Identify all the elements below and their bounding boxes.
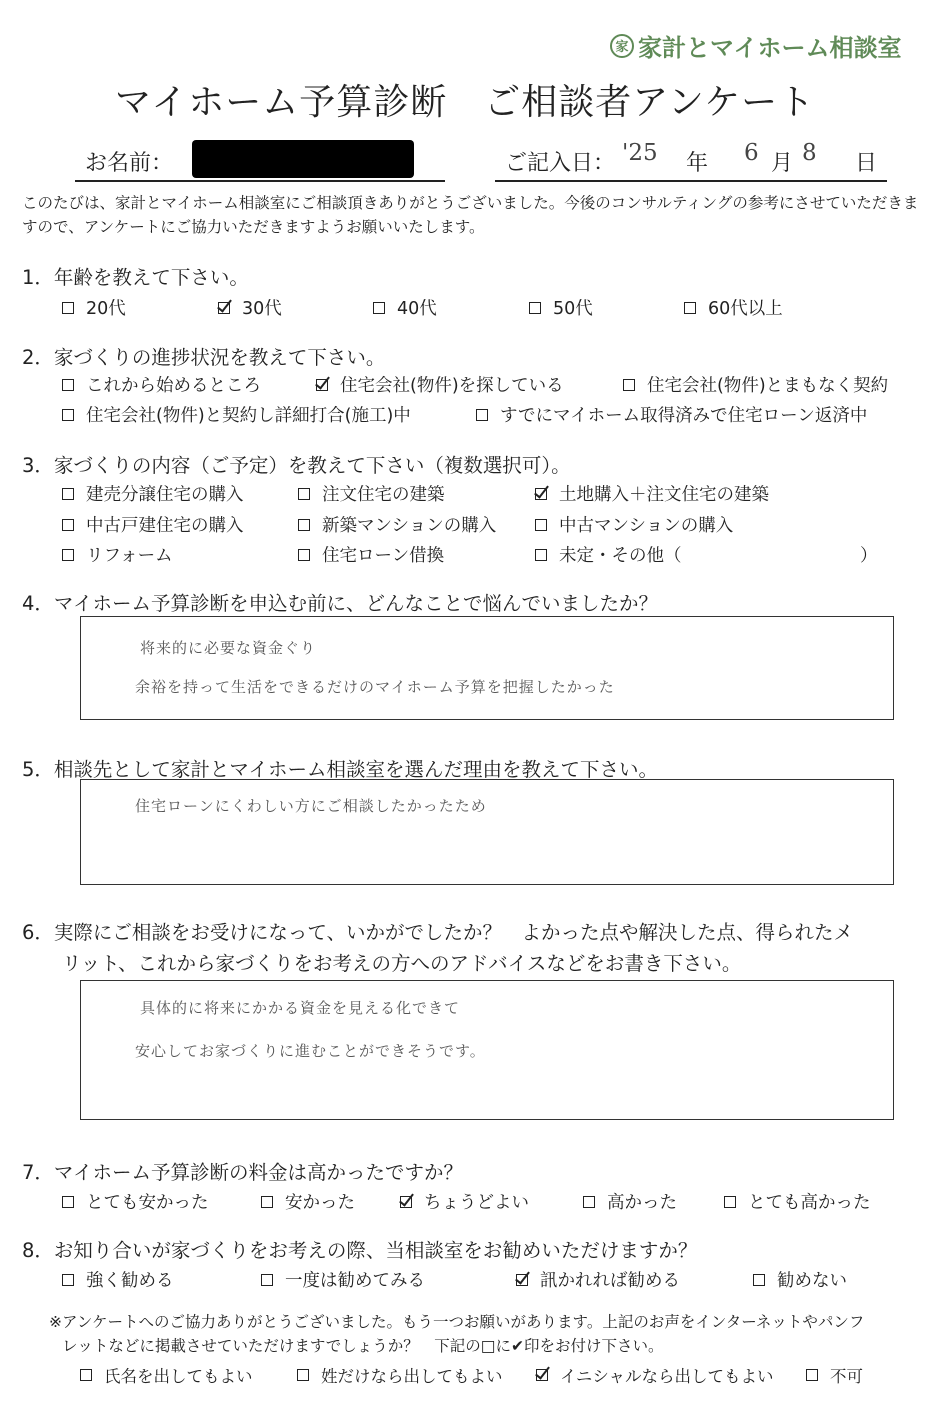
q2-option-repaying[interactable]: すでにマイホーム取得済みで住宅ローン返済中 [476, 402, 867, 427]
q4-answer-line-1: 将来的に必要な資金ぐり [140, 639, 317, 657]
q1-option-50s[interactable]: 50代 [529, 295, 593, 320]
q2-option-contracted[interactable]: 住宅会社(物件)と契約し詳細打合(施工)中 [62, 402, 411, 427]
checkbox-icon [62, 1274, 74, 1286]
q6-answer-line-2: 安心してお家づくりに進むことができそうです。 [135, 1042, 486, 1060]
checkbox-icon [806, 1369, 818, 1381]
footer-option-initials[interactable]: イニシャルなら出してもよい [536, 1363, 774, 1387]
name-underline [75, 180, 445, 182]
checkbox-icon [535, 519, 547, 531]
q4-answer-box[interactable] [80, 616, 894, 720]
checked-checkbox-icon [218, 302, 230, 314]
q7-option-just-right[interactable]: ちょうどよい [400, 1189, 529, 1214]
checkbox-icon [529, 302, 541, 314]
checkbox-icon [535, 549, 547, 561]
q7-option-cheap[interactable]: 安かった [261, 1189, 355, 1214]
checkbox-icon [62, 549, 74, 561]
question-1: 1．年齢を教えて下さい。 [22, 266, 249, 289]
q1-option-30s[interactable]: 30代 [218, 295, 282, 320]
q3-option-custom-build[interactable]: 注文住宅の建築 [298, 481, 445, 506]
checkbox-icon [298, 549, 310, 561]
checkbox-icon [373, 302, 385, 314]
checkbox-icon [62, 1196, 74, 1208]
checked-checkbox-icon [400, 1196, 412, 1208]
date-month-value: 6 [744, 140, 759, 166]
checkbox-icon [724, 1196, 736, 1208]
date-month-label: 月 [771, 151, 794, 176]
q6-answer-line-1: 具体的に将来にかかる資金を見える化できて [140, 999, 461, 1017]
q3-option-reform[interactable]: リフォーム [62, 542, 173, 567]
q5-answer-line-1: 住宅ローンにくわしい方にご相談したかったため [135, 797, 487, 815]
checkbox-icon [298, 488, 310, 500]
logo [610, 28, 902, 63]
footer-option-not-allowed[interactable]: 不可 [806, 1363, 863, 1387]
redacted-name [192, 140, 414, 178]
footer-option-surname-only[interactable]: 姓だけなら出してもよい [297, 1363, 503, 1387]
q2-option-contract-soon[interactable]: 住宅会社(物件)とまもなく契約 [623, 372, 888, 397]
house-logo-icon: 家 [610, 34, 634, 58]
checkbox-icon [261, 1196, 273, 1208]
checkbox-icon [684, 302, 696, 314]
q2-option-searching[interactable]: 住宅会社(物件)を探している [316, 372, 564, 397]
checkbox-icon [62, 488, 74, 500]
checkbox-icon [583, 1196, 595, 1208]
q3-other-close-paren: ） [860, 546, 878, 566]
q3-option-ready-built[interactable]: 建売分譲住宅の購入 [62, 481, 244, 506]
logo-text: 家計とマイホーム相談室 [638, 34, 902, 62]
q8-option-recommend-if-asked[interactable]: 訊かれれば勧める [516, 1267, 680, 1292]
q3-option-new-condo[interactable]: 新築マンションの購入 [298, 512, 496, 537]
date-year-label: 年 [686, 151, 709, 176]
q4-answer-line-2: 余裕を持って生活をできるだけのマイホーム予算を把握したかった [135, 678, 615, 696]
checked-checkbox-icon [535, 488, 547, 500]
checkbox-icon [297, 1369, 309, 1381]
question-4: 4．マイホーム予算診断を申込む前に、どんなことで悩んでいましたか？ [22, 592, 659, 615]
q7-option-expensive[interactable]: 高かった [583, 1189, 677, 1214]
checkbox-icon [62, 519, 74, 531]
q3-option-refinance[interactable]: 住宅ローン借換 [298, 542, 444, 567]
q8-option-not-recommend[interactable]: 勧めない [753, 1267, 847, 1292]
footer-note-line-2: レットなどに掲載させていただけますでしょうか？ 下記の□に✔印をお付け下さい。 [62, 1337, 664, 1355]
checked-checkbox-icon [536, 1369, 548, 1381]
checkbox-icon [623, 379, 635, 391]
footer-option-full-name[interactable]: 氏名を出してもよい [80, 1363, 253, 1387]
date-underline [495, 180, 887, 182]
checkbox-icon [261, 1274, 273, 1286]
question-8: 8．お知り合いが家づくりをお考えの際、当相談室をお勧めいただけますか？ [22, 1239, 698, 1262]
checkbox-icon [62, 409, 74, 421]
page-title: マイホーム予算診断 ご相談者アンケート [115, 82, 816, 123]
question-2: 2．家づくりの進捗状況を教えて下さい。 [22, 346, 386, 369]
q1-option-60s-plus[interactable]: 60代以上 [684, 295, 783, 320]
q3-option-used-condo[interactable]: 中古マンションの購入 [535, 512, 733, 537]
question-7: 7．マイホーム予算診断の料金は高かったですか？ [22, 1161, 464, 1184]
date-label: ご記入日： [505, 151, 616, 176]
checked-checkbox-icon [316, 379, 328, 391]
checkbox-icon [80, 1369, 92, 1381]
q1-option-40s[interactable]: 40代 [373, 295, 437, 320]
date-day-value: 8 [802, 140, 817, 166]
q8-option-try-recommend[interactable]: 一度は勧めてみる [261, 1267, 425, 1292]
intro-text: このたびは、家計とマイホーム相談室にご相談頂きありがとうございました。今後のコンサルティングの参考にさせていただきますので、アンケートにご協力いただきますようお願いいたします。 [22, 194, 919, 236]
q1-option-20s[interactable]: 20代 [62, 295, 126, 320]
checkbox-icon [298, 519, 310, 531]
checkbox-icon [753, 1274, 765, 1286]
question-3: 3．家づくりの内容（ご予定）を教えて下さい（複数選択可）。 [22, 454, 571, 477]
q3-option-other[interactable]: 未定・その他（ [535, 542, 682, 567]
question-5: 5．相談先として家計とマイホーム相談室を選んだ理由を教えて下さい。 [22, 758, 659, 781]
q2-option-starting[interactable]: これから始めるところ [62, 372, 261, 397]
checkbox-icon [62, 379, 74, 391]
footer-note-line-1: ※アンケートへのご協力ありがとうございました。もう一つお願いがあります。上記のお声をインターネットやパンフ [49, 1313, 865, 1331]
checkbox-icon [476, 409, 488, 421]
date-year-value: '25 [622, 140, 658, 166]
q7-option-very-expensive[interactable]: とても高かった [724, 1189, 871, 1214]
question-6-line-2: リット、これから家づくりをお考えの方へのアドバイスなどをお書き下さい。 [62, 952, 742, 975]
q7-option-very-cheap[interactable]: とても安かった [62, 1189, 209, 1214]
q3-option-used-house[interactable]: 中古戸建住宅の購入 [62, 512, 244, 537]
q8-option-strongly-recommend[interactable]: 強く勧める [62, 1267, 174, 1292]
q3-option-land-and-custom[interactable]: 土地購入＋注文住宅の建築 [535, 481, 769, 506]
date-day-label: 日 [855, 151, 878, 176]
question-6-line-1: 6．実際にご相談をお受けになって、いかがでしたか？ よかった点や解決した点、得られたメ [22, 921, 854, 944]
checked-checkbox-icon [516, 1274, 528, 1286]
checkbox-icon [62, 302, 74, 314]
name-label: お名前： [85, 151, 174, 176]
